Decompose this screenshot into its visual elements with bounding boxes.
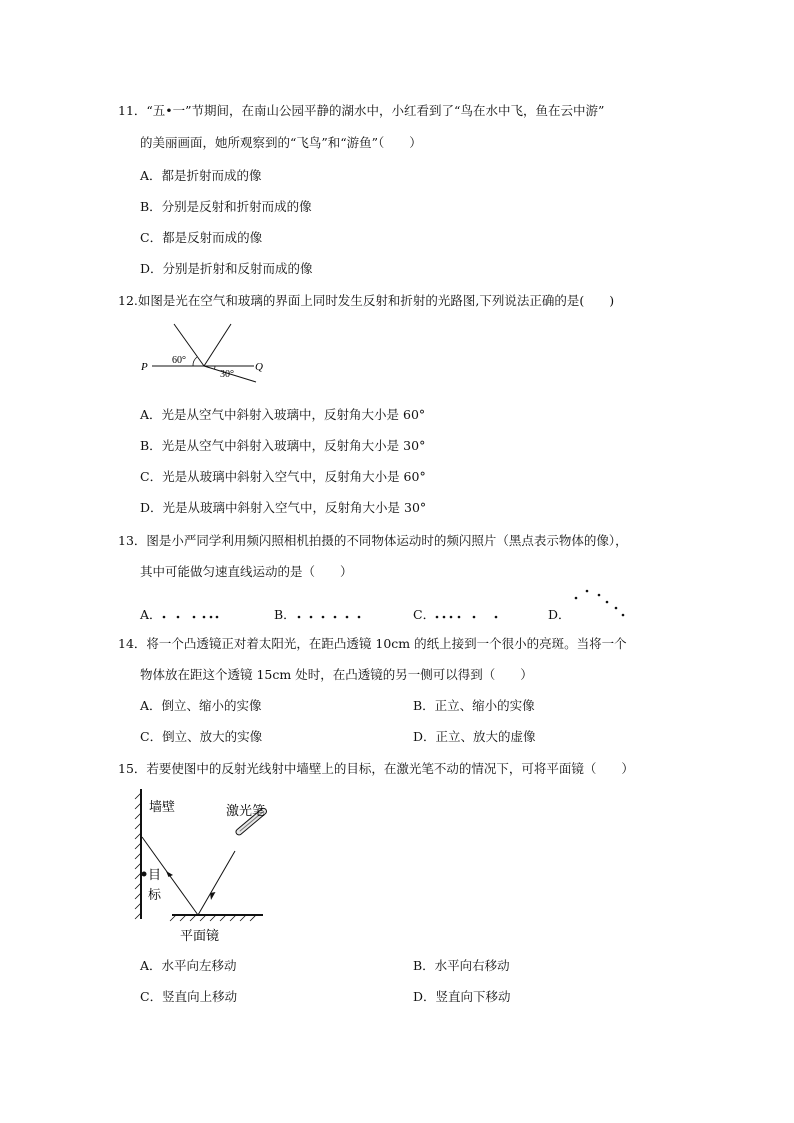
dot [586, 590, 589, 593]
dot [575, 597, 578, 600]
dot [606, 601, 609, 604]
q13-option-d-dots [562, 584, 632, 624]
dot [458, 616, 461, 619]
reflected-ray [204, 324, 231, 366]
dot [473, 616, 476, 619]
q15-option-c: C．竖直向上移动 [140, 989, 238, 1004]
q11-option-a: A．都是折射而成的像 [140, 168, 262, 183]
dot [334, 616, 337, 619]
angle-arc-60 [193, 357, 197, 366]
q12-light-path-figure [138, 318, 278, 386]
dot [193, 616, 196, 619]
q15-option-a: A．水平向左移动 [140, 958, 237, 973]
incident-arrowhead [210, 892, 216, 900]
mirror-label: 平面镜 [180, 928, 220, 943]
dot [310, 616, 313, 619]
q15-mirror-figure [130, 785, 280, 945]
q12-stem: 12.如图是光在空气和玻璃的界面上同时发生反射和折射的光路图,下列说法正确的是( ) [118, 293, 615, 308]
q13-stem-line2: 其中可能做匀速直线运动的是（ ） [140, 564, 353, 579]
label-q: Q [255, 361, 263, 373]
q15-option-d: D．竖直向下移动 [413, 989, 511, 1004]
reflected-arrowhead [166, 871, 173, 877]
q14-option-a: A．倒立、缩小的实像 [140, 698, 262, 713]
dot [322, 616, 325, 619]
q14-option-c: C．倒立、放大的实像 [140, 729, 263, 744]
q13-option-a-dots [158, 604, 238, 624]
angle-label-30: 30° [220, 369, 234, 380]
q12-option-b: B．光是从空气中斜射入玻璃中，反射角大小是 30° [140, 438, 426, 453]
dot [443, 616, 446, 619]
q12-option-d: D．光是从玻璃中斜射入空气中，反射角大小是 30° [140, 500, 427, 515]
q13-option-c-dots [430, 604, 510, 624]
laser-label: 激光笔 [226, 803, 266, 818]
q11-option-b: B．分别是反射和折射而成的像 [140, 199, 312, 214]
dot [298, 616, 301, 619]
dot [346, 616, 349, 619]
label-p: P [141, 361, 148, 373]
q14-option-b: B．正立、缩小的实像 [413, 698, 535, 713]
q13-option-b: B． [274, 607, 296, 622]
dot [358, 616, 361, 619]
q14-stem-line2: 物体放在距这个透镜 15cm 处时，在凸透镜的另一侧可以得到（ ） [140, 667, 533, 682]
dot [216, 616, 219, 619]
dot [210, 616, 213, 619]
q13-option-d: D． [548, 607, 571, 622]
dot [177, 616, 180, 619]
dot [615, 607, 618, 610]
q13-stem-line1: 13．图是小严同学利用频闪照相机拍摄的不同物体运动时的频闪照片（黑点表示物体的像）， [118, 533, 628, 548]
angle-label-60: 60° [172, 355, 186, 366]
q12-option-a: A．光是从空气中斜射入玻璃中，反射角大小是 60° [140, 407, 426, 422]
q13-option-a: A． [140, 607, 162, 622]
target-dot [142, 872, 147, 877]
q15-option-b: B．水平向右移动 [413, 958, 510, 973]
q15-stem: 15．若要使图中的反射光线射中墙壁上的目标，在激光笔不动的情况下，可将平面镜（ ） [118, 761, 634, 776]
dot [203, 616, 206, 619]
q11-option-d: D．分别是折射和反射而成的像 [140, 261, 313, 276]
dot [450, 616, 453, 619]
dot [163, 616, 166, 619]
q11-stem-line1: 11．“五•一”节期间，在南山公园平静的湖水中，小红看到了“鸟在水中飞，鱼在云中游” [118, 103, 605, 118]
q11-option-c: C．都是反射而成的像 [140, 230, 263, 245]
q13-option-b-dots [290, 604, 370, 624]
q12-option-c: C．光是从玻璃中斜射入空气中，反射角大小是 60° [140, 469, 426, 484]
dot [622, 614, 625, 617]
q11-stem-line2: 的美丽画面，她所观察到的“飞鸟”和“游鱼”（ ） [140, 135, 422, 150]
target-label-1: 目 [148, 867, 162, 882]
q14-stem-line1: 14．将一个凸透镜正对着太阳光，在距凸透镜 10cm 的纸上接到一个很小的亮斑。当将一个 [118, 636, 627, 651]
q14-option-d: D．正立、放大的虚像 [413, 729, 536, 744]
target-label-2: 标 [148, 887, 162, 902]
incident-ray [198, 851, 235, 915]
dot [598, 594, 601, 597]
wall-label: 墙壁 [149, 800, 176, 815]
q13-option-c: C． [413, 607, 436, 622]
dot [495, 616, 498, 619]
dot [436, 616, 439, 619]
